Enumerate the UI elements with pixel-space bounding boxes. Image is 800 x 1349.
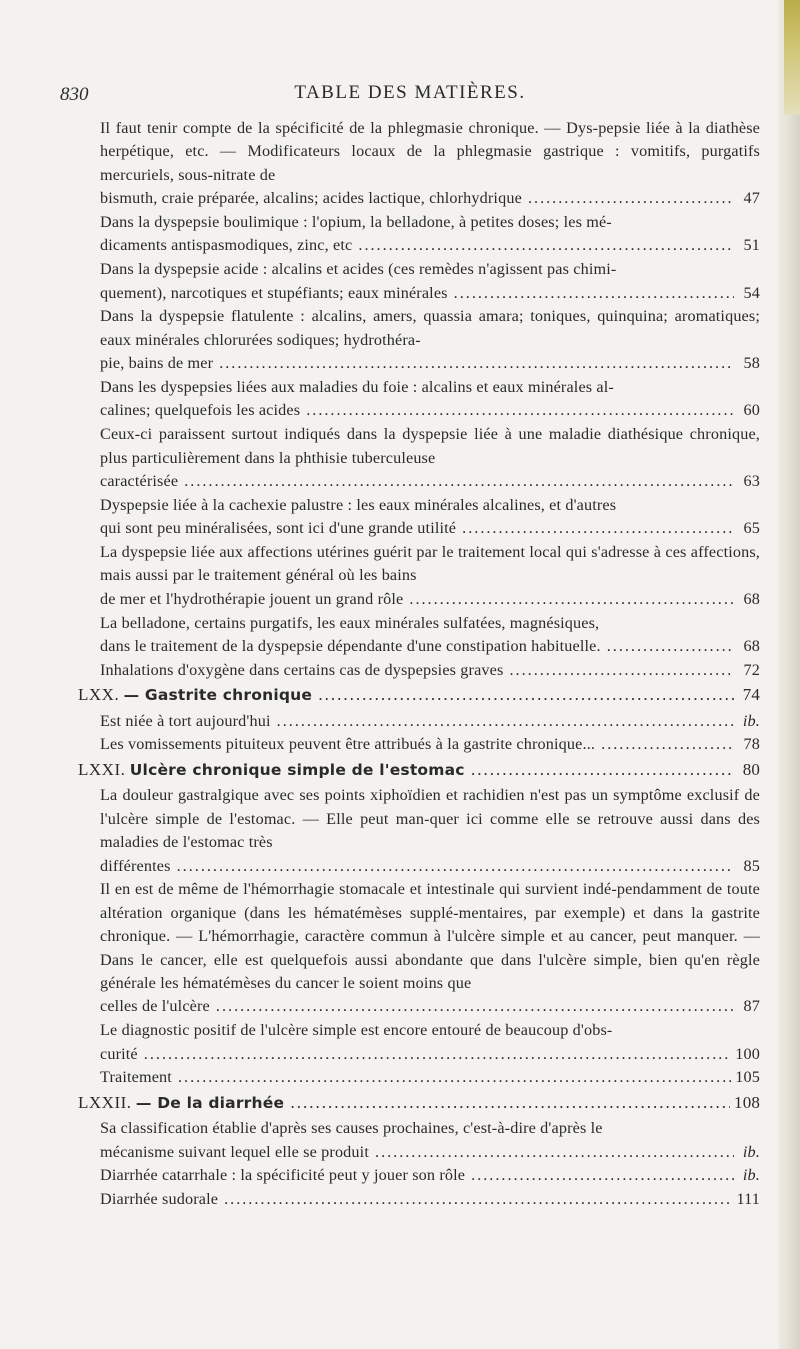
entry-last-line: Est niée à tort aujourd'hui — [100, 711, 271, 730]
entry-last-line: celles de l'ulcère — [100, 997, 210, 1016]
toc-entry — [78, 1188, 760, 1211]
running-title: TABLE DES MATIÈRES. — [294, 82, 526, 103]
page-reference: 105 — [735, 1068, 760, 1087]
entry-text: Il faut tenir compte de la spécificité de la phlegmasie chronique. — Dys-pepsie liée à la diathèse herpétique, etc. — Modificateurs locaux de la phlegmasie gastrique : vomitifs, purgatifs mercuriels, sous-nitrate de — [100, 119, 760, 184]
entry-last-line: mécanisme suivant lequel elle se produit — [100, 1142, 369, 1161]
entry-text: La belladone, certains purgatifs, les eaux minérales sulfatées, magnésiques, — [100, 613, 600, 632]
toc-chapter-entry — [78, 683, 760, 707]
entry-last-line: quement), narcotiques et stupéfiants; eaux minérales — [100, 283, 448, 302]
entry-text: Dans la dyspepsie flatulente : alcalins, amers, quassia amara; toniques, quinquina; aromatiques; eaux minérales chlorurées sodiques; hydrothéra- — [100, 307, 760, 349]
page-header — [60, 80, 760, 106]
entry-text: Le diagnostic positif de l'ulcère simple est encore entouré de beaucoup d'obs- — [100, 1021, 613, 1040]
page-reference: 51 — [743, 236, 760, 255]
toc-entry — [78, 1164, 760, 1187]
page-reference: 111 — [736, 1190, 760, 1209]
entry-last-line: de mer et l'hydrothérapie jouent un grand rôle — [100, 589, 404, 608]
page-reference: ib. — [742, 1166, 760, 1185]
toc-entry — [78, 710, 760, 733]
chapter-numeral: LXXII. — [78, 1092, 132, 1112]
entry-text: Dans la dyspepsie boulimique : l'opium, la belladone, à petites doses; les mé- — [100, 213, 612, 232]
chapter-title: Ulcère chronique simple de l'estomac — [129, 760, 465, 779]
entry-last-line: Traitement — [100, 1068, 172, 1087]
toc-entry — [78, 258, 760, 305]
entry-text: Dans les dyspepsies liées aux maladies du foie : alcalins et eaux minérales al- — [100, 378, 614, 397]
toc-entry — [78, 117, 760, 211]
chapter-numeral: LXX. — [78, 685, 120, 705]
binding-stain — [784, 0, 800, 115]
entry-text: Sa classification établie d'après ses causes prochaines, c'est-à-dire d'après le — [100, 1119, 603, 1138]
entry-text: Il en est de même de l'hémorrhagie stomacale et intestinale qui survient indé-pendamment de toute altération organique (dans les hématémèses supplé-mentaires, par exemple) et dans la gastrite chronique. — L'hémorrhagie, caractère commun à l'ulcère simple et au cancer, peut manquer. — Dans le cancer, elle est quelquefois aussi abondante que dans l'ulcère simple, bien qu'en règle générale les hématémèses du cancer le soient moins que — [100, 880, 760, 992]
toc-entry — [78, 541, 760, 611]
book-binding-edge — [778, 0, 800, 1349]
entry-text: Dyspepsie liée à la cachexie palustre : les eaux minérales alcalines, et d'autres — [100, 495, 617, 514]
toc-entry — [78, 305, 760, 375]
entry-last-line: qui sont peu minéralisées, sont ici d'une grande utilité — [100, 519, 457, 538]
toc-entry — [78, 878, 760, 1018]
chapter-title: — Gastrite chronique — [123, 686, 313, 705]
page-reference: 78 — [743, 735, 760, 754]
page-reference: 80 — [742, 759, 760, 779]
page-reference: 68 — [743, 589, 760, 608]
entry-last-line: Les vomissements pituiteux peuvent être attribués à la gastrite chronique... — [100, 735, 596, 754]
page-reference: 63 — [743, 472, 760, 491]
chapter-title: — De la diarrhée — [135, 1093, 285, 1112]
toc-entry — [78, 1117, 760, 1164]
toc-entry — [78, 612, 760, 659]
page-reference: 100 — [735, 1044, 760, 1063]
entry-text: La dyspepsie liée aux affections utérines guérit par le traitement local qui s'adresse à ces affections, mais aussi par le traitement général où les bains — [100, 543, 760, 585]
entry-last-line: différentes — [100, 856, 171, 875]
toc-entry — [78, 784, 760, 878]
entry-last-line: pie, bains de mer — [100, 354, 214, 373]
page-reference: 72 — [743, 660, 760, 679]
page-number: 830 — [60, 84, 89, 105]
page-reference: ib. — [742, 1142, 760, 1161]
toc-entry — [78, 423, 760, 493]
toc-entry — [78, 733, 760, 756]
toc-entry — [78, 1019, 760, 1066]
toc-entry — [78, 494, 760, 541]
page-reference: 60 — [743, 401, 760, 420]
page-reference: 68 — [743, 637, 760, 656]
toc-chapter-entry — [78, 758, 760, 782]
entry-last-line: caractérisée — [100, 472, 179, 491]
toc-entry — [78, 211, 760, 258]
entry-last-line: calines; quelquefois les acides — [100, 401, 301, 420]
toc-chapter-entry — [78, 1091, 760, 1115]
entry-last-line: curité — [100, 1044, 138, 1063]
chapter-numeral: LXXI. — [78, 759, 126, 779]
page-reference: 108 — [734, 1092, 760, 1112]
entry-text: La douleur gastralgique avec ses points xiphoïdien et rachidien n'est pas un symptôme exclusif de l'ulcère simple de l'estomac. — Elle peut man-quer ici comme elle se retrouve aussi dans des maladies de l'estomac très — [100, 786, 760, 852]
entry-last-line: Diarrhée catarrhale : la spécificité peut y jouer son rôle — [100, 1166, 466, 1185]
page-reference: 58 — [743, 354, 760, 373]
entry-text: Dans la dyspepsie acide : alcalins et acides (ces remèdes n'agissent pas chimi- — [100, 260, 617, 279]
page-reference: 65 — [743, 519, 760, 538]
entry-last-line: bismuth, craie préparée, alcalins; acides lactique, chlorhydrique — [100, 189, 522, 208]
page-reference: 87 — [743, 997, 760, 1016]
toc-entry — [78, 376, 760, 423]
entry-last-line: Inhalations d'oxygène dans certains cas de dyspepsies graves — [100, 660, 504, 679]
toc-entry — [78, 1066, 760, 1089]
page-reference: 74 — [742, 685, 760, 705]
entry-last-line: Diarrhée sudorale — [100, 1190, 219, 1209]
table-of-contents — [78, 117, 760, 1212]
page-reference: 54 — [743, 283, 760, 302]
entry-last-line: dicaments antispasmodiques, zinc, etc — [100, 236, 353, 255]
page-reference: 47 — [743, 189, 760, 208]
entry-last-line: dans le traitement de la dyspepsie dépendante d'une constipation habituelle. — [100, 637, 601, 656]
page-reference: 85 — [743, 856, 760, 875]
entry-text: Ceux-ci paraissent surtout indiqués dans la dyspepsie liée à une maladie diathésique chronique, plus particulièrement dans la phthisie tuberculeuse — [100, 425, 760, 467]
toc-entry — [78, 659, 760, 682]
page-reference: ib. — [742, 711, 760, 730]
